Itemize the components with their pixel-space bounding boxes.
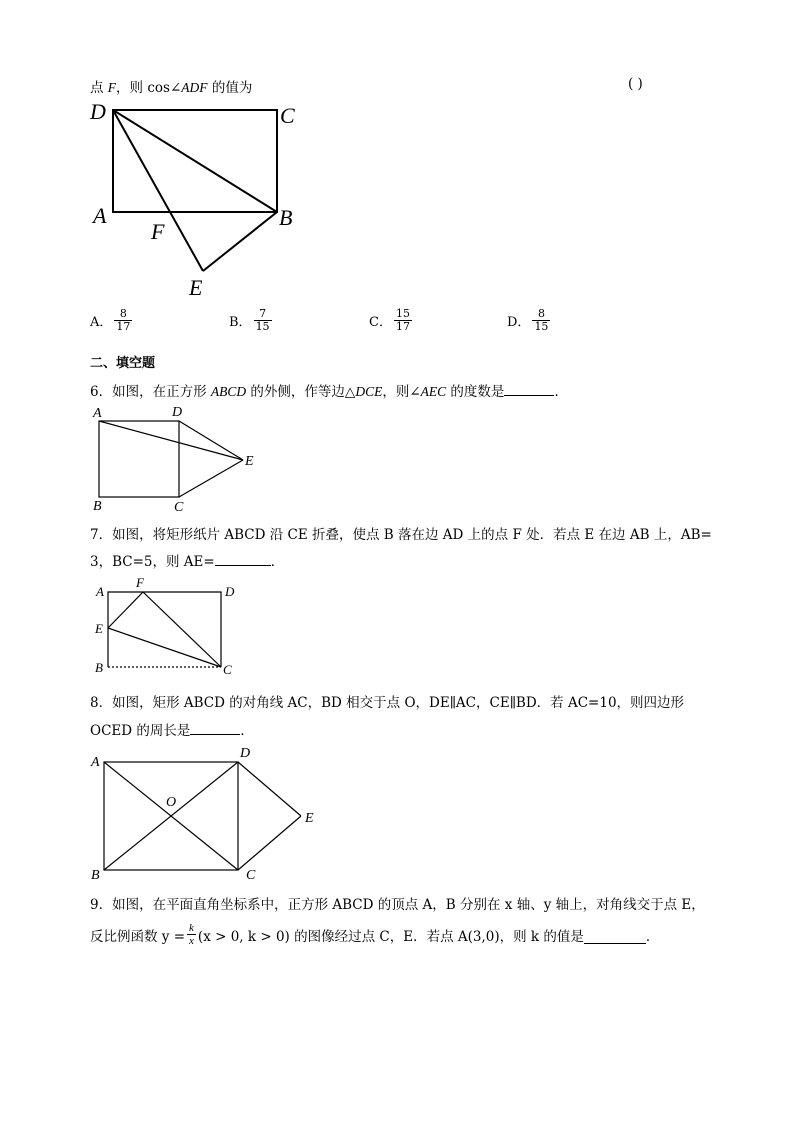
q8-line-ce <box>238 816 301 870</box>
q8-number: 8． <box>90 695 113 711</box>
q5-option-a-den: 17 <box>116 320 131 333</box>
q5-option-c-den: 17 <box>395 320 410 333</box>
q6-line-de <box>179 421 243 460</box>
q7-label-b: B <box>95 660 103 675</box>
q5-diagonal-db <box>113 110 277 212</box>
q7-figure <box>88 576 248 678</box>
q5-option-d-fraction <box>532 308 550 333</box>
q5-option-d-den: 15 <box>534 320 549 333</box>
q5-label-c: C <box>280 103 295 128</box>
q7-label-d: D <box>225 584 235 599</box>
q5-option-a-letter: A． <box>90 315 113 330</box>
q8-text-line2: OCED 的周长是 <box>90 723 191 739</box>
q7-line1 <box>90 523 712 543</box>
q9-answer-blank[interactable] <box>584 942 646 944</box>
q7-number: 7． <box>90 527 113 543</box>
q5-option-b-fraction <box>254 308 272 333</box>
q5-stem-suffix: 的值为 <box>207 80 253 96</box>
q8-figure <box>88 742 328 886</box>
q8-line-de <box>238 762 301 816</box>
q7-line-ef <box>108 592 143 628</box>
q5-option-c[interactable] <box>369 308 414 333</box>
q5-label-e: E <box>189 275 203 300</box>
q7-line-fc <box>143 592 221 667</box>
q5-label-d: D <box>90 99 106 124</box>
q5-option-a[interactable] <box>90 308 134 333</box>
q6-text-a: 如图，在正方形 <box>112 384 211 400</box>
q7-text-line2: 3，BC=5，则 AE= <box>90 554 215 570</box>
q6-aec: AEC <box>420 384 447 399</box>
q5-stem-mid: ，则 cos∠ <box>116 80 182 96</box>
q5-option-b[interactable] <box>229 308 274 333</box>
q5-option-d[interactable] <box>507 308 552 333</box>
q8-end: ． <box>240 723 254 739</box>
q8-label-o: O <box>166 795 177 810</box>
q5-label-a: A <box>93 203 107 228</box>
q7-text-line1: 如图，将矩形纸片 ABCD 沿 CE 折叠，使点 B 落在边 AD 上的点 F 处．若点 E 在边 AB 上，AB= <box>112 527 712 543</box>
q6-line-ce <box>179 460 243 497</box>
q5-option-c-letter: C． <box>369 315 392 330</box>
q7-label-f: F <box>136 576 144 590</box>
q8-label-a: A <box>91 755 100 770</box>
q5-label-f: F <box>151 219 165 244</box>
q7-line2 <box>90 550 284 570</box>
q5-stem-point-f: F <box>107 80 117 95</box>
q5-answer-paren: ( ) <box>628 76 643 92</box>
q9-number: 9． <box>90 897 113 913</box>
q5-label-b: B <box>279 205 293 230</box>
q6-dce: DCE <box>355 384 383 399</box>
q6-text-d: 的度数是 <box>446 384 505 400</box>
q7-label-c: C <box>223 662 232 677</box>
q6-label-d: D <box>172 405 183 420</box>
q9-line2 <box>90 922 659 947</box>
q5-option-d-num: 8 <box>532 308 550 321</box>
q6-figure <box>88 402 268 514</box>
q5-option-d-letter: D． <box>507 315 531 330</box>
q6-label-e: E <box>245 454 254 469</box>
q8-line1 <box>90 691 684 711</box>
q9-fraction-den: x <box>189 935 194 947</box>
q7-answer-blank[interactable] <box>215 564 271 566</box>
q5-line-eb <box>203 212 277 271</box>
q9-line1 <box>90 893 705 913</box>
q6-text <box>90 380 568 400</box>
q6-label-c: C <box>174 500 184 514</box>
q7-end: ． <box>270 554 285 570</box>
q5-line-de <box>113 110 203 271</box>
q5-option-c-num: 15 <box>395 307 410 320</box>
q5-stem-prefix: 点 <box>90 80 108 96</box>
q6-end: ． <box>554 384 568 400</box>
q9-text-line1: 如图，在平面直角坐标系中，正方形 ABCD 的顶点 A，B 分别在 x 轴、y 轴上，对角线交于点 E， <box>112 897 705 913</box>
q8-answer-blank[interactable] <box>190 733 240 735</box>
q6-line-ae <box>99 421 243 460</box>
q5-option-a-num: 8 <box>114 308 132 321</box>
q5-stem-angle: ADF <box>181 80 208 95</box>
section-heading: 二、填空题 <box>90 356 156 371</box>
q8-label-b: B <box>91 868 100 883</box>
q8-line2 <box>90 719 254 739</box>
q7-line-ec <box>108 628 221 667</box>
q6-text-b: 的外侧，作等边△ <box>246 384 356 400</box>
q6-number: 6． <box>90 384 113 400</box>
q6-text-c: ，则∠ <box>382 384 421 400</box>
q6-label-b: B <box>93 499 102 514</box>
q5-option-b-letter: B． <box>229 315 252 330</box>
q8-label-d: D <box>240 746 251 761</box>
q8-text-line1: 如图，矩形 ABCD 的对角线 AC，BD 相交于点 O，DE∥AC，CE∥BD．若 AC=10，则四边形 <box>112 695 685 711</box>
q9-text-line2-a: 反比例函数 y = <box>90 928 186 945</box>
q5-option-c-fraction <box>394 308 412 333</box>
q9-text-line2-b: (x > 0, k > 0) 的图像经过点 C，E．若点 A(3,0)，则 k 的值是 <box>197 928 584 945</box>
q6-abcd: ABCD <box>210 384 247 399</box>
q8-label-c: C <box>246 868 256 883</box>
q9-fraction <box>187 922 196 947</box>
q5-option-b-num: 7 <box>254 308 272 321</box>
q8-label-e: E <box>305 811 314 826</box>
q5-figure <box>85 95 315 305</box>
q7-label-e: E <box>95 621 103 636</box>
q5-option-b-den: 15 <box>255 320 270 333</box>
q6-answer-blank[interactable] <box>504 394 554 396</box>
q5-option-a-fraction <box>114 308 132 333</box>
q7-label-a: A <box>96 584 104 599</box>
q7-rectangle-top-right <box>108 592 221 667</box>
q9-fraction-num: k <box>189 922 194 934</box>
q6-label-a: A <box>93 406 102 421</box>
q5-stem <box>90 76 252 96</box>
q9-end: ． <box>645 928 660 945</box>
